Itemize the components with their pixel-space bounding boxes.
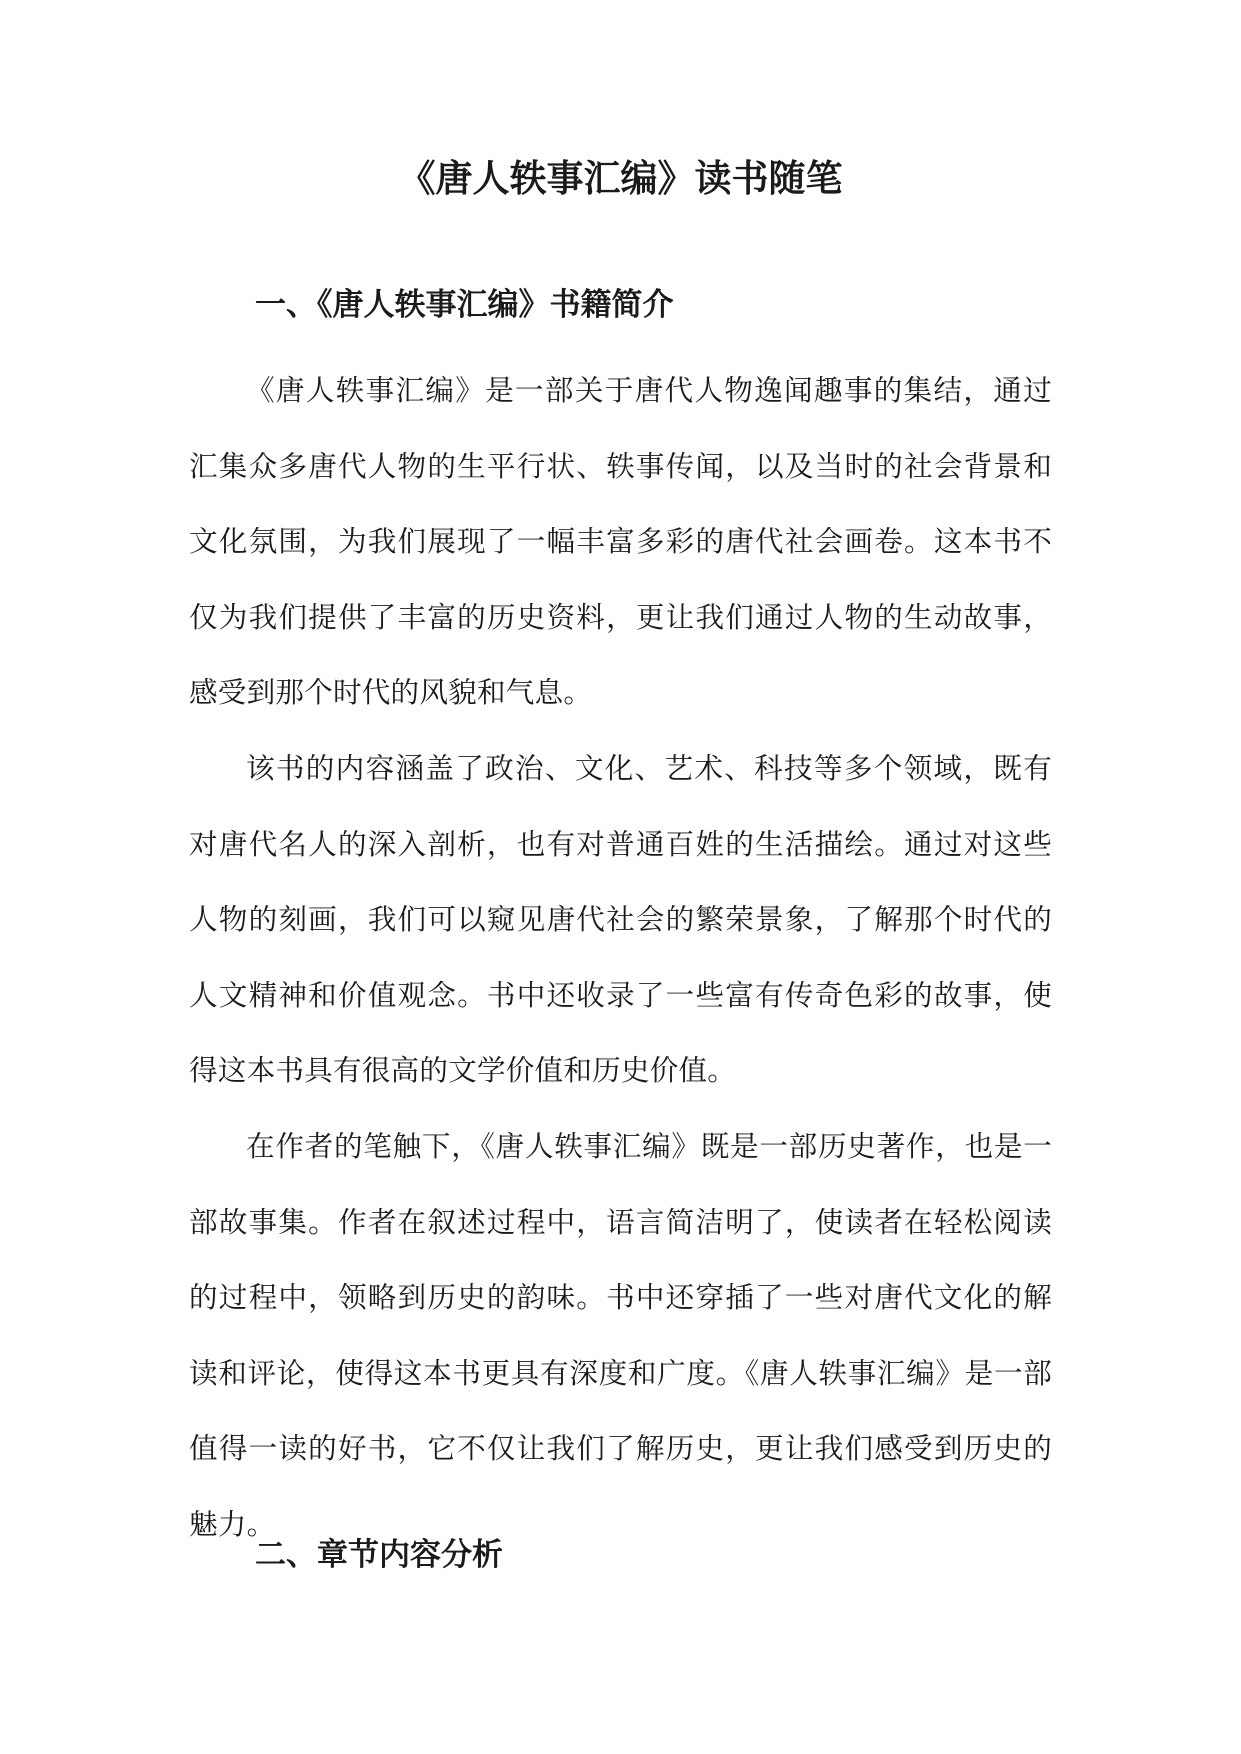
body-paragraph: 《唐人轶事汇编》是一部关于唐代人物逸闻趣事的集结，通过汇集众多唐代人物的生平行状、轶事传闻，以及当时的社会背景和文化氛围，为我们展现了一幅丰富多彩的唐代社会画卷。这本书不仅为我们提供了丰富的历史资料，更让我们通过人物的生动故事，感受到那个时代的风貌和气息。 — [189, 373, 1052, 709]
body-paragraph: 在作者的笔触下，《唐人轶事汇编》既是一部历史著作，也是一部故事集。作者在叙述过程中，语言简洁明了，使读者在轻松阅读的过程中，领略到历史的韵味。书中还穿插了一些对唐代文化的解读和评论，使得这本书更具有深度和广度。《唐人轶事汇编》是一部值得一读的好书，它不仅让我们了解历史，更让我们感受到历史的魅力。 — [189, 1129, 1052, 1541]
document-title: 《唐人轶事汇编》读书随笔 — [398, 156, 843, 200]
section-heading-book-introduction: 一、《唐人轶事汇编》书籍简介 — [255, 287, 674, 323]
body-paragraph: 该书的内容涵盖了政治、文化、艺术、科技等多个领域，既有对唐代名人的深入剖析，也有对普通百姓的生活描绘。通过对这些人物的刻画，我们可以窥见唐代社会的繁荣景象，了解那个时代的人文精神和价值观念。书中还收录了一些富有传奇色彩的故事，使得这本书具有很高的文学价值和历史价值。 — [189, 751, 1052, 1087]
section-heading-chapter-analysis: 二、章节内容分析 — [255, 1537, 503, 1573]
